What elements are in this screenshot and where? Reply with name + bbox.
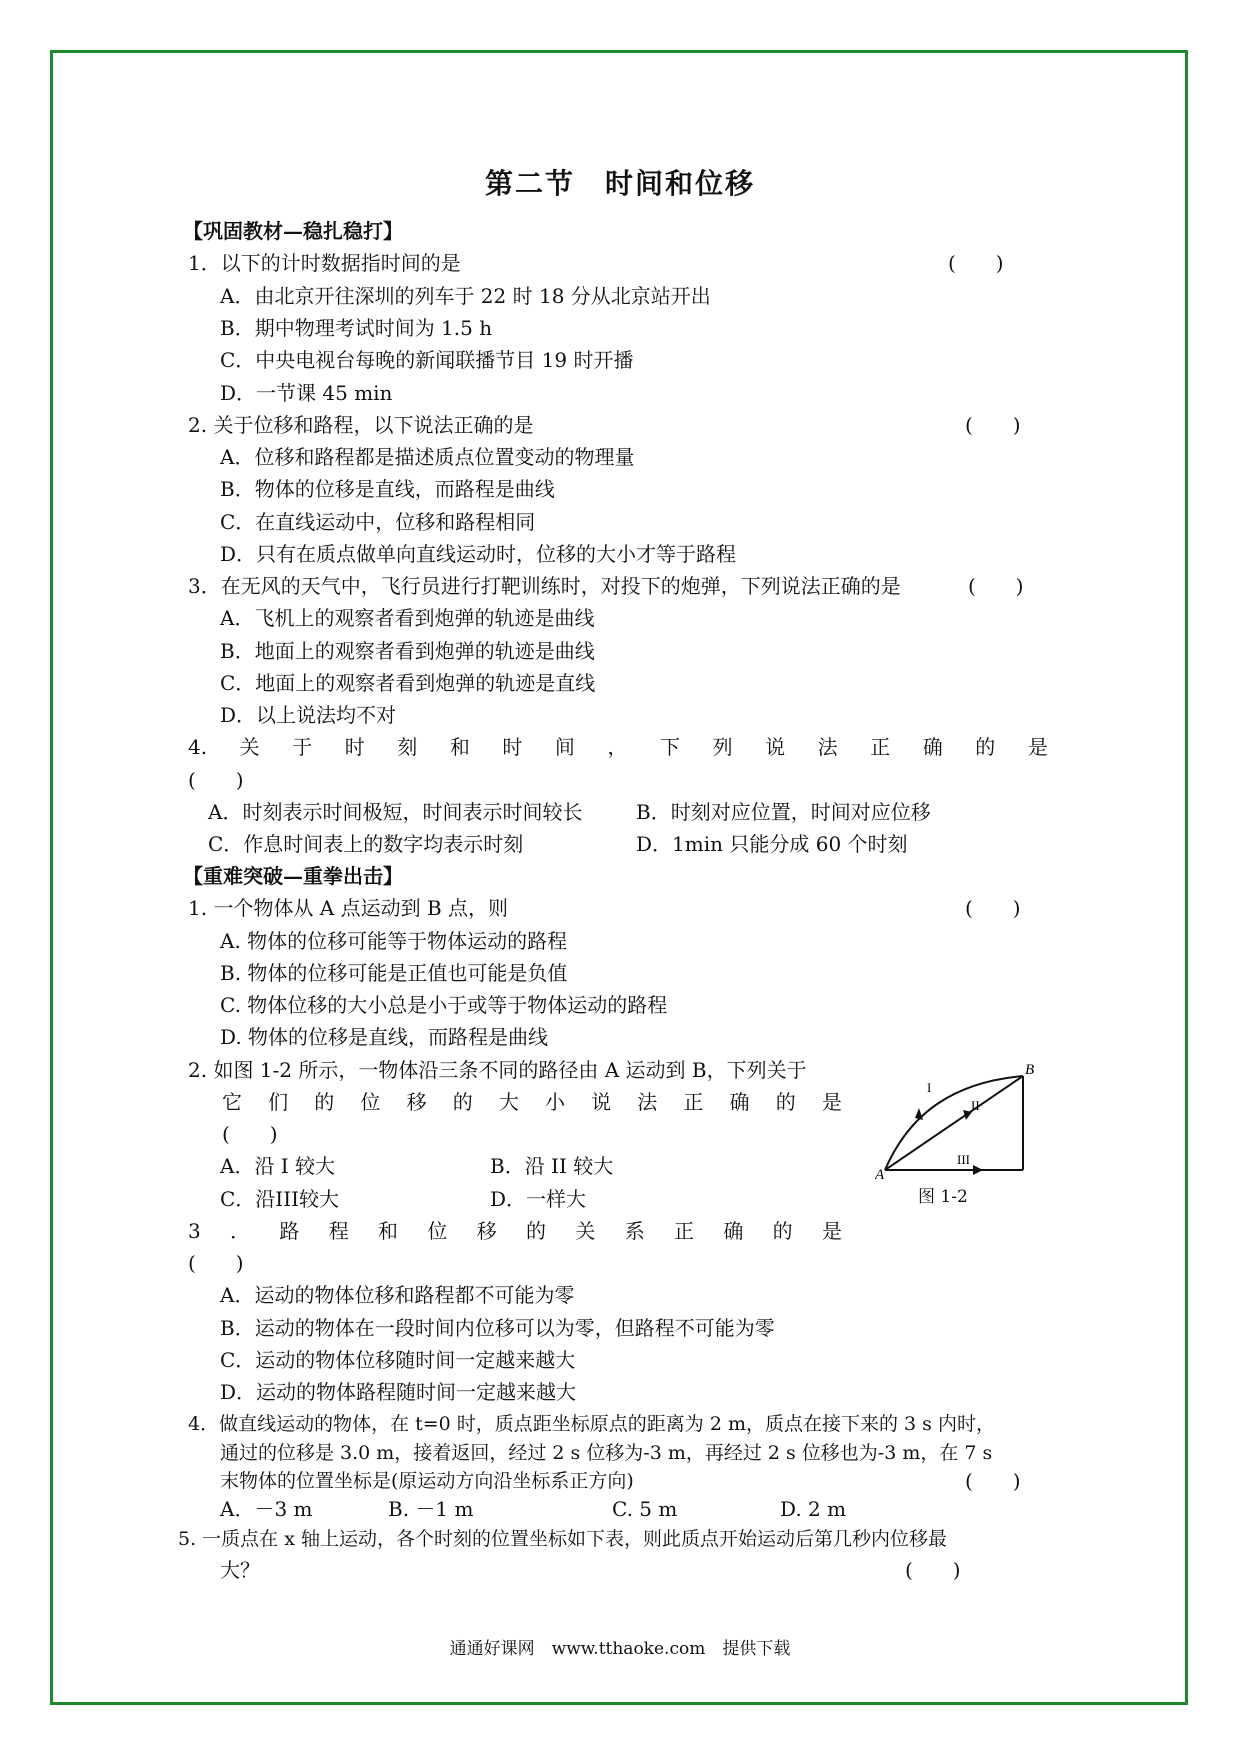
q4-option-b: B．时刻对应位置，时间对应位移	[636, 800, 931, 824]
q1-stem: 1．以下的计时数据指时间的是	[188, 251, 461, 275]
section-heading-1: 【巩固教材—稳扎稳打】	[183, 219, 403, 243]
s2-q1-option-c: C. 物体位移的大小总是小于或等于物体运动的路程	[220, 993, 668, 1017]
section-heading-2: 【重难突破—重拳出击】	[183, 864, 403, 888]
q1-option-a: A．由北京开往深圳的列车于 22 时 18 分从北京站开出	[220, 284, 711, 308]
s2-q1-answer-paren: ( )	[965, 896, 1021, 920]
s2-q3-option-c: C．运动的物体位移随时间一定越来越大	[220, 1348, 576, 1372]
path-iii-label: III	[957, 1152, 970, 1167]
s2-q3-option-d: D．运动的物体路程随时间一定越来越大	[220, 1380, 577, 1404]
s2-q3-option-a: A．运动的物体位移和路程都不可能为零	[220, 1283, 575, 1307]
s2-q2-option-c: C．沿III较大	[220, 1187, 340, 1211]
q2-option-b: B．物体的位移是直线，而路程是曲线	[220, 477, 555, 501]
q3-answer-paren: ( )	[968, 574, 1024, 598]
page-footer: 通通好课网 www.tthaoke.com 提供下载	[449, 1639, 791, 1659]
q2-stem: 2. 关于位移和路程，以下说法正确的是	[188, 413, 534, 437]
s2-q1-option-d: D. 物体的位移是直线，而路程是曲线	[220, 1025, 549, 1049]
q3-option-a: A．飞机上的观察者看到炮弹的轨迹是曲线	[220, 606, 595, 630]
q1-option-c: C．中央电视台每晚的新闻联播节目 19 时开播	[220, 348, 634, 372]
s2-q2-option-a: A．沿 I 较大	[220, 1154, 336, 1178]
path-i-label: I	[927, 1080, 932, 1095]
q1-option-d: D．一节课 45 min	[220, 381, 393, 405]
point-b-label: B	[1025, 1062, 1035, 1078]
s2-q3-option-b: B．运动的物体在一段时间内位移可以为零，但路程不可能为零	[220, 1316, 775, 1340]
s2-q4-stem-line2: 通过的位移是 3.0 m，接着返回，经过 2 s 位移为-3 m，再经过 2 s 位移也为-3 m，在 7 s	[220, 1442, 993, 1464]
s2-q1-option-a: A. 物体的位移可能等于物体运动的路程	[220, 929, 568, 953]
q2-option-a: A．位移和路程都是描述质点位置变动的物理量	[220, 445, 635, 469]
s2-q4-option-c: C. 5 m	[612, 1497, 678, 1521]
q3-option-d: D．以上说法均不对	[220, 703, 397, 727]
path-ii-line	[885, 1076, 1023, 1170]
s2-q2-option-d: D．一样大	[490, 1187, 587, 1211]
q2-option-c: C．在直线运动中，位移和路程相同	[220, 510, 536, 534]
q4-option-d: D．1min 只能分成 60 个时刻	[636, 832, 908, 856]
s2-q2-stem: 2. 如图 1-2 所示，一物体沿三条不同的路径由 A 运动到 B，下列关于	[188, 1058, 807, 1082]
q1-option-b: B．期中物理考试时间为 1.5 h	[220, 316, 493, 340]
q3-option-b: B．地面上的观察者看到炮弹的轨迹是曲线	[220, 639, 595, 663]
figure-1-2-diagram	[875, 1062, 1055, 1182]
s2-q1-option-b: B. 物体的位移可能是正值也可能是负值	[220, 961, 568, 985]
q4-stem: 4. 关 于 时 刻 和 时 间 ， 下 列 说 法 正 确 的 是	[188, 735, 1048, 759]
s2-q3-stem: 3 ． 路 程 和 位 移 的 关 系 正 确 的 是	[188, 1219, 842, 1243]
s2-q2-answer-paren: ( )	[222, 1122, 278, 1146]
point-a-label: A	[875, 1167, 885, 1182]
q3-stem: 3．在无风的天气中，飞行员进行打靶训练时，对投下的炮弹，下列说法正确的是	[188, 574, 901, 598]
q4-option-c: C．作息时间表上的数字均表示时刻	[208, 832, 524, 856]
figure-caption: 图 1-2	[918, 1187, 968, 1207]
s2-q5-answer-paren: ( )	[905, 1558, 961, 1582]
s2-q4-option-a: A．－3 m	[220, 1497, 313, 1521]
s2-q4-option-d: D. 2 m	[780, 1497, 847, 1521]
s2-q3-answer-paren: ( )	[188, 1251, 244, 1275]
s2-q4-stem-line3: 末物体的位置坐标是(原运动方向沿坐标系正方向)	[220, 1470, 634, 1492]
s2-q4-stem-line1: 4．做直线运动的物体，在 t=0 时，质点距坐标原点的距离为 2 m，质点在接下来的 3 s 内时，	[188, 1413, 995, 1435]
path-i-arrow	[915, 1108, 923, 1120]
q2-answer-paren: ( )	[965, 413, 1021, 437]
s2-q5-stem-line2: 大？	[220, 1558, 260, 1582]
page-title: 第二节 时间和位移	[484, 167, 755, 200]
s2-q4-option-b: B. －1 m	[388, 1497, 474, 1521]
s2-q5-stem-line1: 5. 一质点在 x 轴上运动，各个时刻的位置坐标如下表，则此质点开始运动后第几秒内位移最	[178, 1528, 947, 1550]
s2-q2-option-b: B．沿 II 较大	[490, 1154, 614, 1178]
s2-q1-stem: 1. 一个物体从 A 点运动到 B 点，则	[188, 896, 509, 920]
path-ii-label: II	[971, 1098, 980, 1113]
q4-answer-paren: ( )	[188, 768, 244, 792]
q4-option-a: A．时刻表示时间极短，时间表示时间较长	[208, 800, 583, 824]
q3-option-c: C．地面上的观察者看到炮弹的轨迹是直线	[220, 671, 596, 695]
q1-answer-paren: ( )	[948, 251, 1004, 275]
s2-q2-stem-line2: 它 们 的 位 移 的 大 小 说 法 正 确 的 是	[222, 1090, 842, 1114]
path-iii-arrow	[973, 1165, 983, 1175]
s2-q4-answer-paren: ( )	[965, 1469, 1021, 1493]
q2-option-d: D．只有在质点做单向直线运动时，位移的大小才等于路程	[220, 542, 737, 566]
